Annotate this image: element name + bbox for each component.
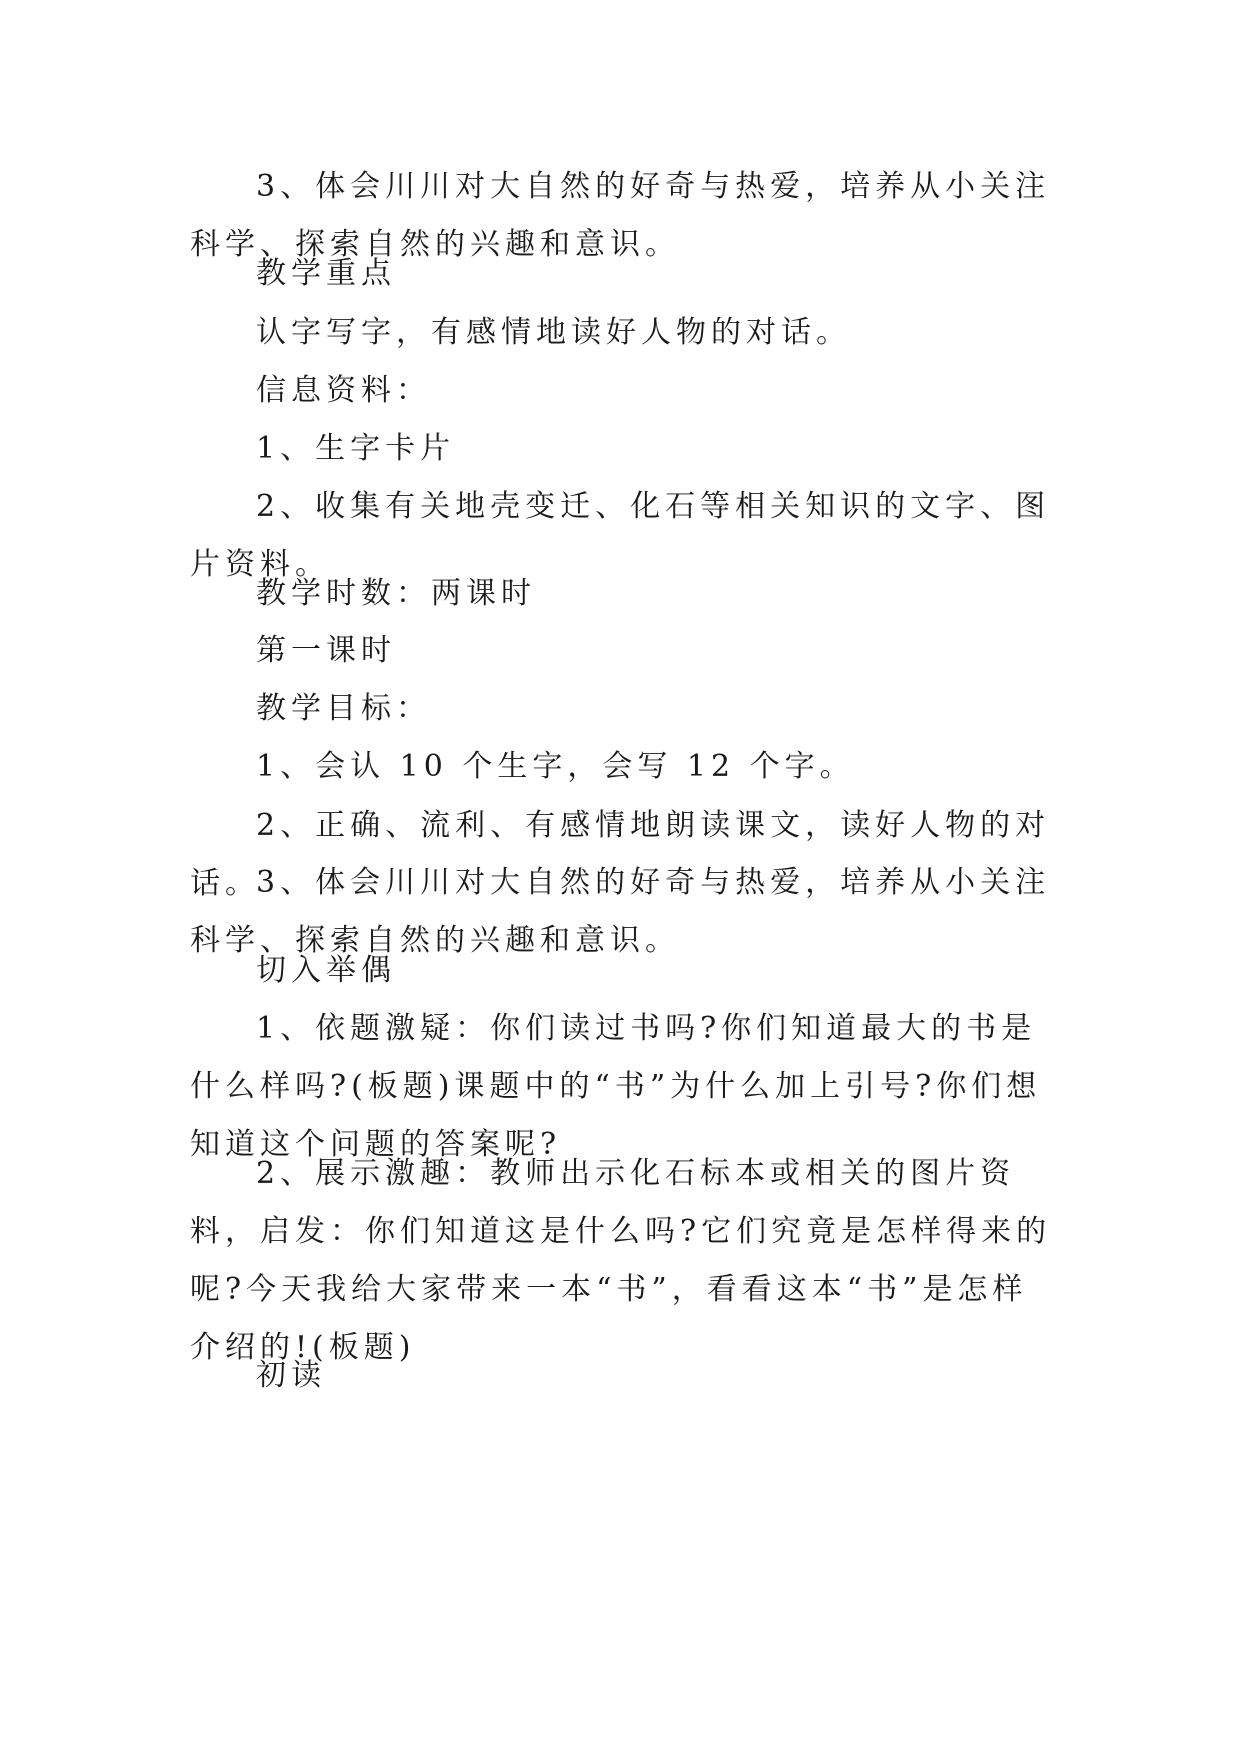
list-item-lead-in-1: 1、依题激疑：你们读过书吗?你们知道最大的书是什么样吗?(板题)课题中的“书”为什么加上引号?你们想知道这个问题的答案呢?: [190, 1011, 1042, 1162]
heading-lead-in: 切入举偶: [256, 953, 396, 988]
heading-teaching-focus: 教学重点: [256, 256, 396, 291]
heading-first-lesson: 第一课时: [256, 633, 396, 668]
paragraph-goal-3: 3、体会川川对大自然的好奇与热爱，培养从小关注科学、探索自然的兴趣和意识。: [190, 169, 1051, 262]
heading-first-reading: 初读: [256, 1358, 326, 1393]
list-item-materials-2: 2、收集有关地壳变迁、化石等相关知识的文字、图片资料。: [190, 489, 1051, 582]
heading-info-materials: 信息资料：: [256, 373, 431, 408]
heading-teaching-goals: 教学目标：: [256, 691, 431, 726]
paragraph-focus-content: 认字写字，有感情地读好人物的对话。: [256, 315, 851, 350]
paragraph-teaching-hours: 教学时数：两课时: [256, 576, 536, 611]
list-item-lead-in-2: 2、展示激趣：教师出示化石标本或相关的图片资料，启发：你们知道这是什么吗?它们究竟是怎样得来的呢?今天我给大家带来一本“书”，看看这本“书”是怎样介绍的!(板题): [190, 1156, 1052, 1365]
list-item-goal-2: 2、正确、流利、有感情地朗读课文，读好人物的对话。: [190, 808, 1051, 901]
list-item-goal-3: 3、体会川川对大自然的好奇与热爱，培养从小关注科学、探索自然的兴趣和意识。: [190, 865, 1051, 958]
list-item-goal-1: 1、会认 10 个生字，会写 12 个字。: [256, 749, 855, 784]
list-item-materials-1: 1、生字卡片: [256, 431, 456, 466]
